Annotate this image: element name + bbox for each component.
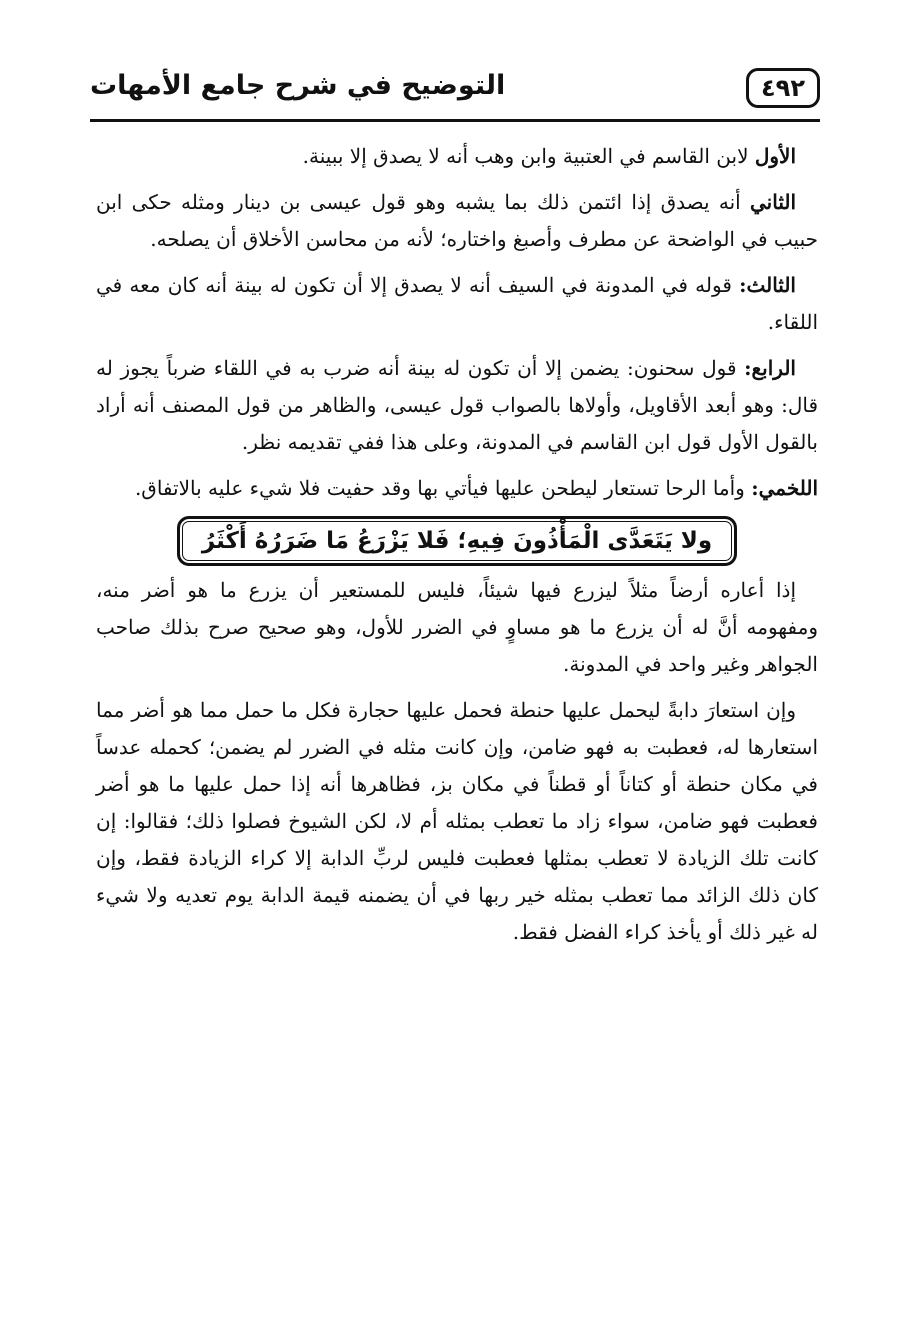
paragraph-third-opinion	[96, 267, 818, 341]
paragraph-text: لابن القاسم في العتبية وابن وهب أنه لا يصدق إلا ببينة.	[302, 144, 755, 168]
paragraph-lead: اللخمي:	[751, 476, 818, 500]
page-body	[96, 138, 818, 960]
paragraph-lead: الأول	[754, 144, 796, 168]
paragraph-second-opinion	[96, 184, 818, 258]
paragraph-fourth-opinion	[96, 350, 818, 461]
matn-banner-wrap	[96, 516, 818, 566]
paragraph-text: وأما الرحا تستعار ليطحن عليها فيأتي بها وقد حفيت فلا شيء عليه بالاتفاق.	[134, 476, 752, 500]
matn-quote-banner: ولا يَتَعَدَّى الْمَأْذُونَ فِيهِ؛ فَلا يَزْرَعُ مَا ضَرَرُهُ أَكْثَرُ	[177, 516, 737, 566]
paragraph-lead: الرابع:	[744, 356, 796, 380]
page-number: ٤٩٢	[746, 68, 820, 108]
paragraph-first-opinion	[96, 138, 818, 175]
paragraph-text: أنه يصدق إذا ائتمن ذلك بما يشبه وهو قول عيسى بن دينار ومثله حكى ابن حبيب في الواضحة عن مطرف وأصبغ واختاره؛ لأنه من محاسن الأخلاق أن يصلحه.	[96, 190, 818, 251]
paragraph-text: قول سحنون: يضمن إلا أن تكون له بينة أنه ضرب به في اللقاء ضرباً يجوز له قال: وهو أبعد الأقاويل، وأولاها بالصواب قول عيسى، والظاهر من قول المصنف أنه أراد بالقول الأول قول ابن القاسم في المدونة، وعلى هذا ففي تقديمه نظر.	[96, 356, 819, 454]
paragraph-lead: الثاني	[749, 190, 796, 214]
running-title: التوضيح في شرح جامع الأمهات	[90, 70, 506, 101]
paragraph-lead: الثالث:	[739, 273, 796, 297]
page-header	[90, 64, 820, 120]
paragraph-lakhmi	[96, 470, 818, 507]
paragraph-commentary-2: وإن استعارَ دابةً ليحمل عليها حنطة فحمل عليها حجارة فكل ما حمل مما هو أضر مما استعارها له، فعطبت به فهو ضامن، وإن كانت مثله في الضرر لم يضمن؛ كحمله عدساً في مكان حنطة أو كتاناً أو قطناً في مكان بز، فظاهرها أنه إذا حمل عليها ما هو أضر فعطبت فهو ضامن، سواء زاد ما تعطب بمثله أم لا، لكن الشيوخ فصلوا ذلك؛ فقالوا: إن كانت تلك الزيادة لا تعطب بمثلها فعطبت فليس لربِّ الدابة إلا كراء الزيادة فقط، وإن كان ذلك الزائد مما تعطب بمثله خير ربها في أن يضمنه قيمة الدابة يوم تعديه ولا شيء له غير ذلك أو يأخذ كراء الفضل فقط.	[96, 698, 818, 944]
paragraph-text: قوله في المدونة في السيف أنه لا يصدق إلا أن تكون له بينة أنه كان معه في اللقاء.	[96, 273, 818, 334]
paragraph-commentary-1: إذا أعاره أرضاً مثلاً ليزرع فيها شيئاً، فليس للمستعير أن يزرع ما هو أضر منه، ومفهومه أنَّ له أن يزرع ما هو مساوٍ في الضرر للأول، وهو صحيح صرح بذلك صاحب الجواهر وغير واحد في المدونة.	[96, 578, 818, 676]
header-rule	[90, 119, 820, 122]
